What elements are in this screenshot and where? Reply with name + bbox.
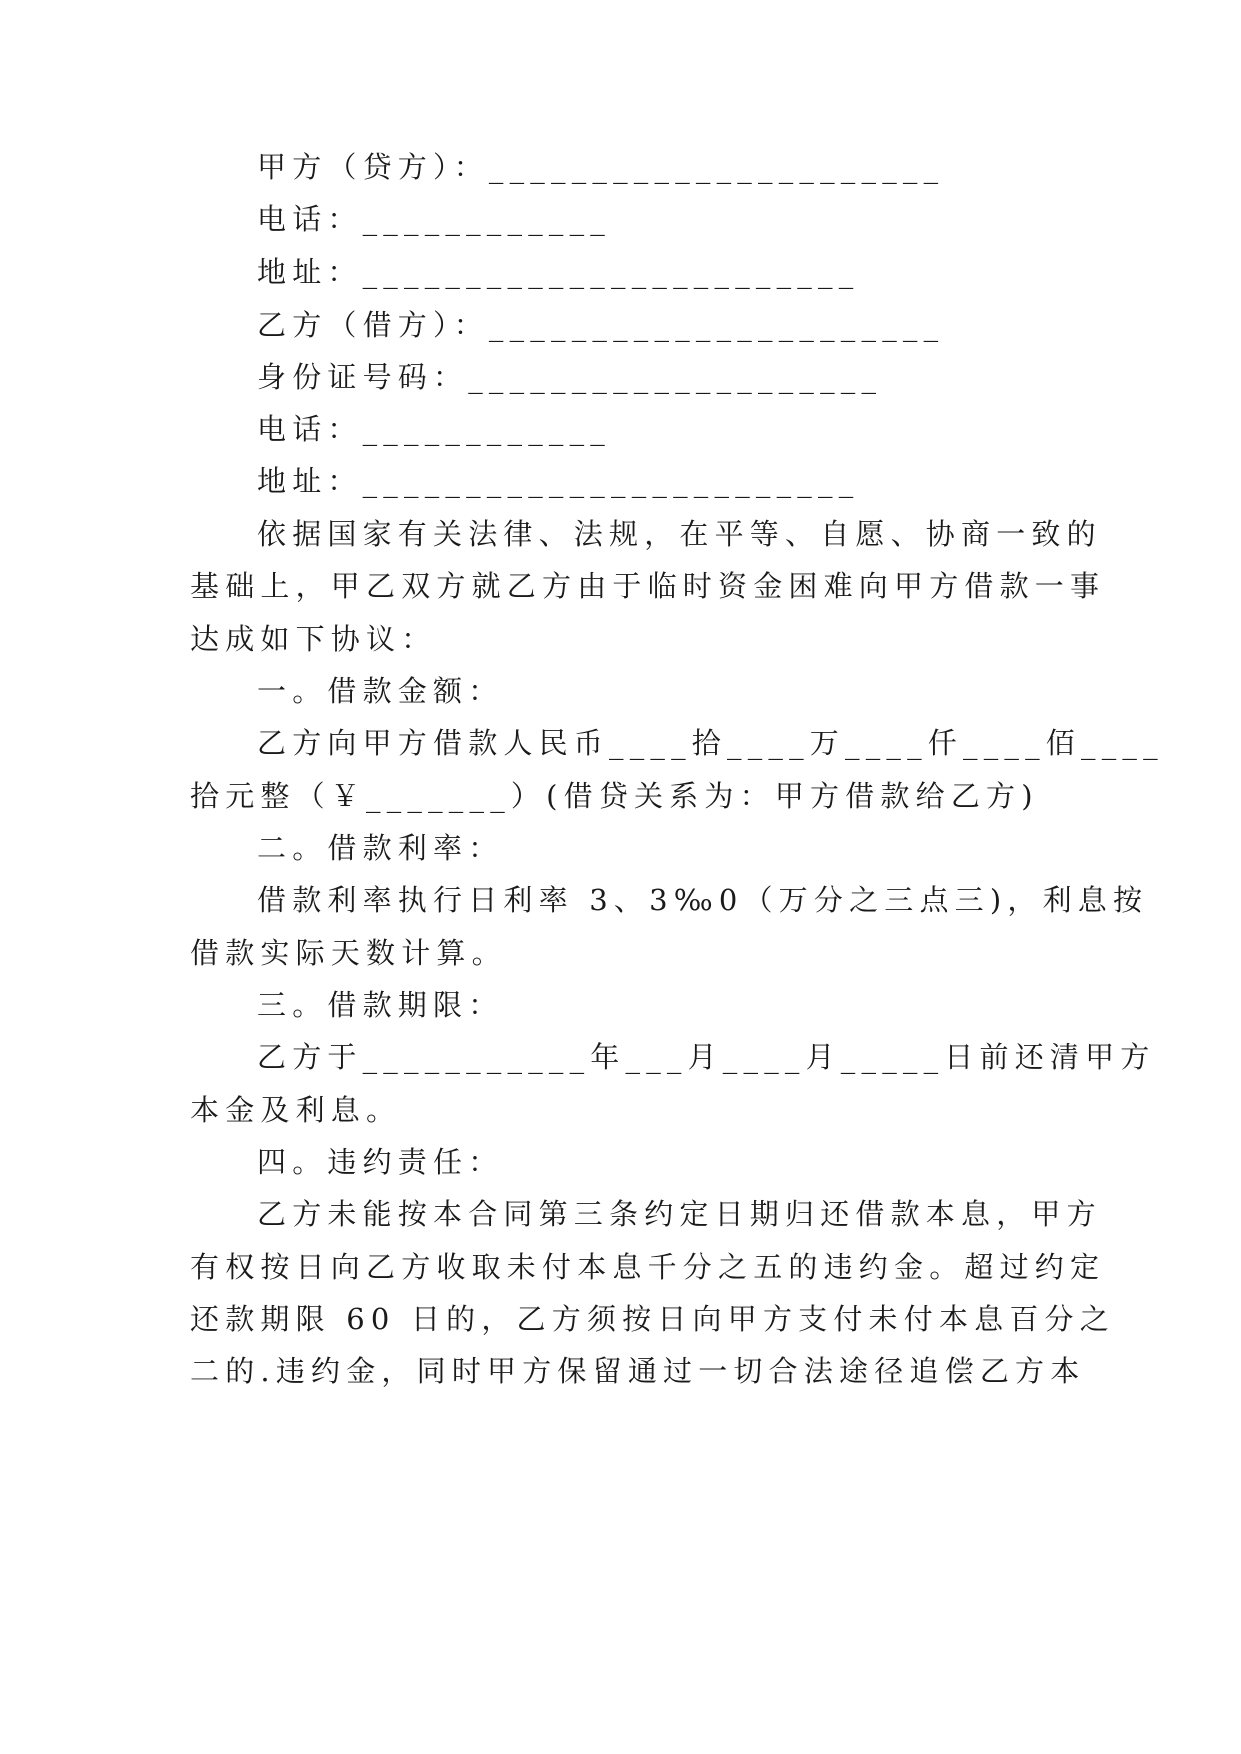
paragraph-line: 还款期限 60 日的，乙方须按日向甲方支付未付本息百分之 bbox=[190, 1302, 1115, 1336]
paragraph-line: 借款利率执行日利率 3、3‰0（万分之三点三)，利息按 bbox=[257, 883, 1149, 917]
paragraph-line: 达成如下协议： bbox=[190, 622, 437, 656]
paragraph-line: 乙方向甲方借款人民币____拾____万____仟____佰____ bbox=[257, 726, 1164, 760]
paragraph-line: 依据国家有关法律、法规，在平等、自愿、协商一致的 bbox=[257, 517, 1102, 551]
borrower-id-line: 身份证号码：____________________ bbox=[257, 360, 883, 394]
borrower-line: 乙方（借方）：______________________ bbox=[257, 308, 945, 342]
paragraph-line: 乙方未能按本合同第三条约定日期归还借款本息，甲方 bbox=[257, 1197, 1102, 1231]
section-heading-term: 三。借款期限： bbox=[257, 988, 504, 1022]
paragraph-line: 基础上，甲乙双方就乙方由于临时资金困难向甲方借款一事 bbox=[190, 569, 1106, 603]
paragraph-line: 拾元整（￥_______）(借贷关系为：甲方借款给乙方) bbox=[190, 779, 1039, 813]
paragraph-line: 借款实际天数计算。 bbox=[190, 936, 507, 970]
lender-address-line: 地址：________________________ bbox=[257, 255, 860, 289]
section-heading-amount: 一。借款金额： bbox=[257, 674, 504, 708]
paragraph-line: 乙方于___________年___月____月_____日前还清甲方 bbox=[257, 1040, 1156, 1074]
paragraph-line: 本金及利息。 bbox=[190, 1093, 402, 1127]
lender-line: 甲方（贷方）：______________________ bbox=[257, 150, 945, 184]
section-heading-liability: 四。违约责任： bbox=[257, 1145, 504, 1179]
paragraph-line: 二的.违约金，同时甲方保留通过一切合法途径追偿乙方本 bbox=[190, 1354, 1086, 1388]
borrower-address-line: 地址：________________________ bbox=[257, 464, 860, 498]
section-heading-rate: 二。借款利率： bbox=[257, 831, 504, 865]
borrower-phone-line: 电话：____________ bbox=[257, 412, 612, 446]
lender-phone-line: 电话：____________ bbox=[257, 202, 612, 236]
paragraph-line: 有权按日向乙方收取未付本息千分之五的违约金。超过约定 bbox=[190, 1250, 1106, 1284]
